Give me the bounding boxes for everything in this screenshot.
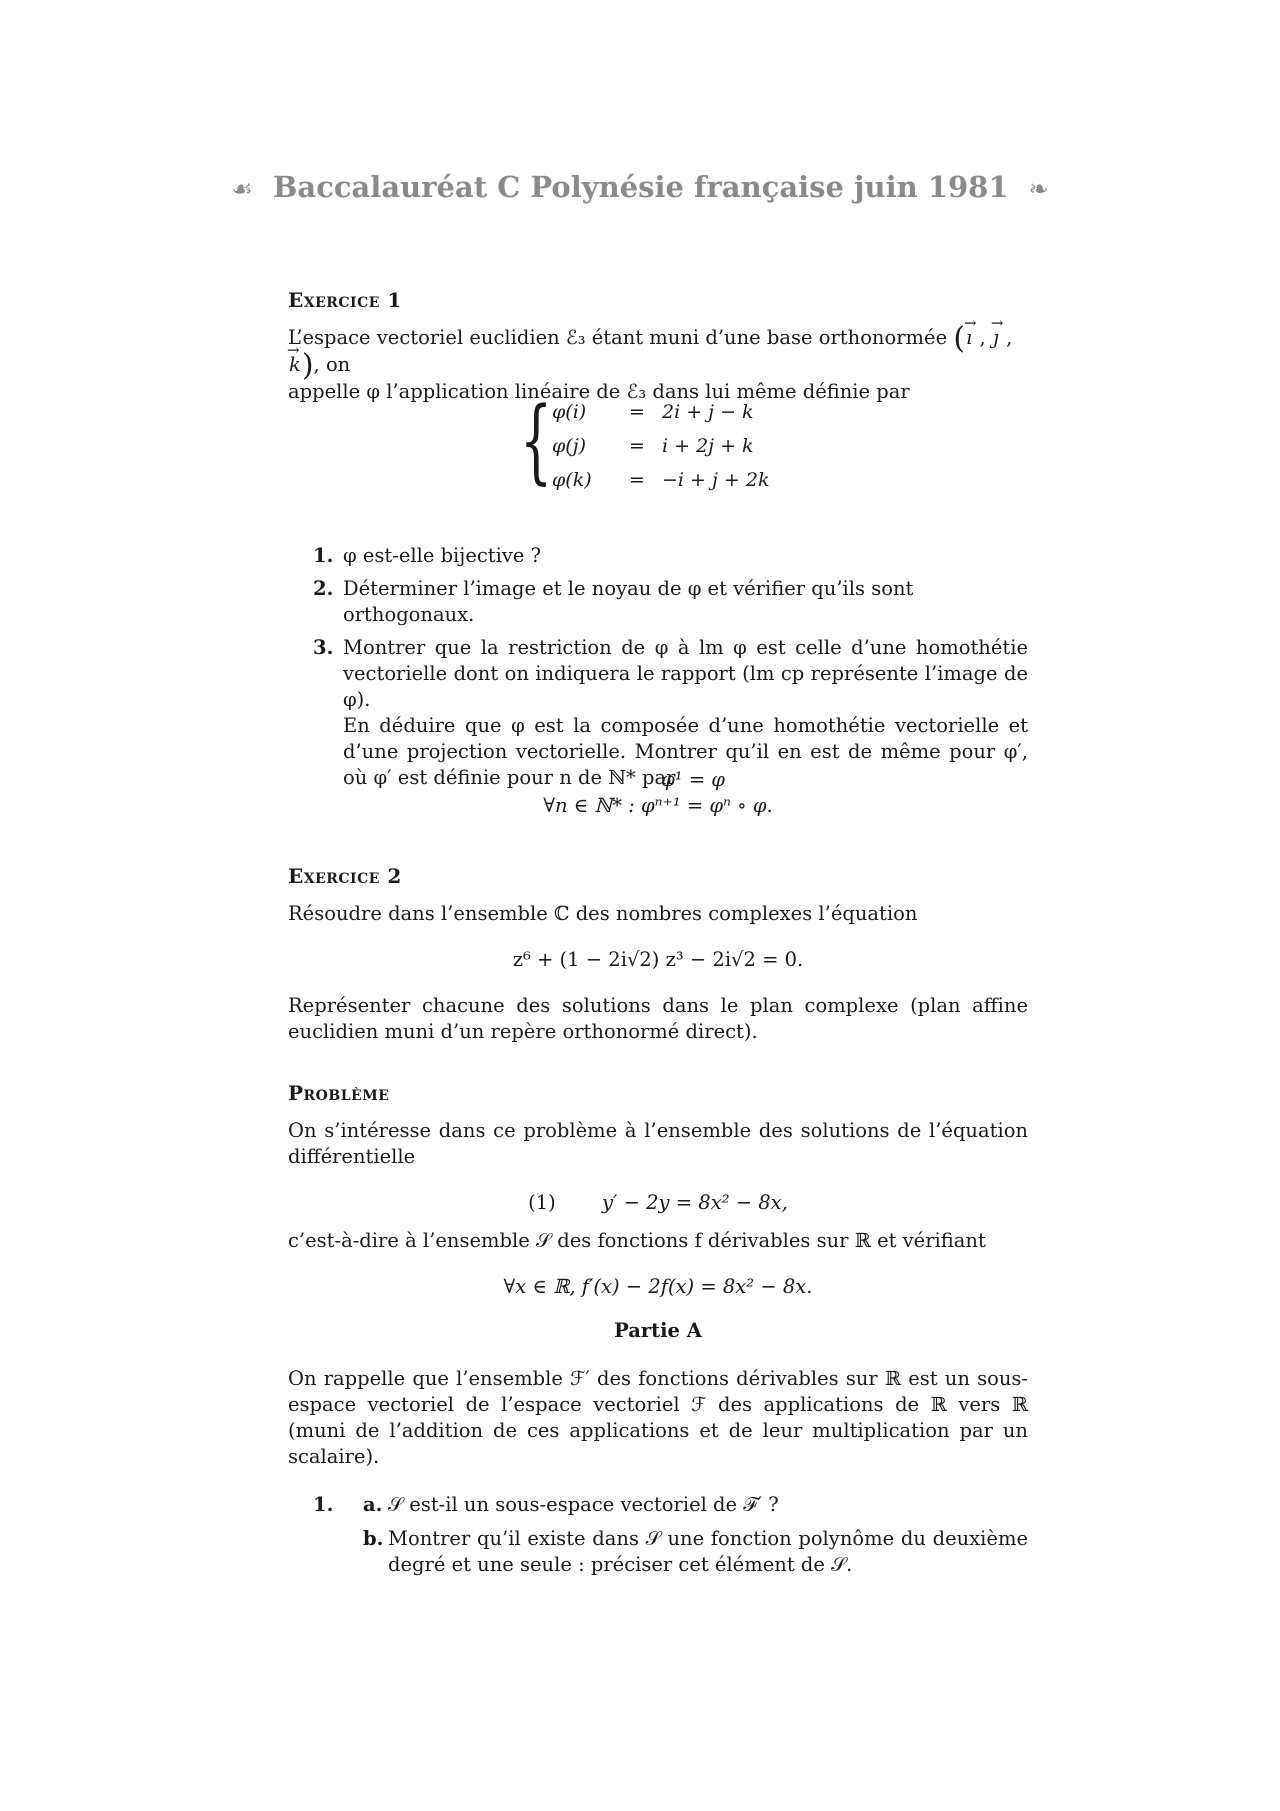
system-row-2: φ(j) = i + 2j + k <box>552 435 754 457</box>
exercice1-questions <box>288 543 1028 791</box>
exercice1-section <box>288 287 1028 313</box>
probleme-section <box>288 1080 1028 1578</box>
exercice1-intro <box>288 321 1028 405</box>
question-1: 1. φ est-elle bijective ? <box>313 544 542 567</box>
question-3: 3. Montrer que la restriction de φ à lm φ est celle d’une homothétie vectorielle dont on indiquera le rapport (lm cp représente l’image de φ). En déduire que φ est la composée d’une homothétie vectorielle et d’une projection vectorielle. Montrer qu’il en est de même pour φ′, où φ′ est définie pour n de ℕ* par <box>313 636 1028 789</box>
exercice1-heading: Exercice 1 <box>288 288 402 312</box>
question-list <box>288 543 1028 791</box>
diff-equation-2: ∀x ∈ ℝ, f′(x) − 2f(x) = 8x² − 8x. <box>503 1275 813 1298</box>
diff-equation: (1) y′ − 2y = 8x² − 8x, <box>528 1191 788 1214</box>
question-3-continuation: En déduire que φ est la composée d’une homothétie vectorielle et d’une projection vectorielle. Montrer qu’il en est de même pour φ′, où φ′ est définie pour n de ℕ* par <box>343 714 1028 789</box>
system-row-3: φ(k) = −i + j + 2k <box>552 469 770 491</box>
ornament-right-icon: ❧ <box>1028 175 1049 203</box>
phi-def-line2: ∀n ∈ ℕ* : φⁿ⁺¹ = φⁿ ∘ φ. <box>543 794 773 817</box>
exercice2-equation: z⁶ + (1 − 2i√2) z³ − 2i√2 = 0. <box>512 948 804 971</box>
exercice2-section <box>288 863 1028 1045</box>
partie-a-text: On rappelle que l’ensemble ℱ′ des fonctions dérivables sur ℝ est un sous-espace vectoriel de l’espace vectoriel ℱ des applications de ℝ vers ℝ (muni de l’addition de ces applications et de leur multiplication par un scalaire). <box>288 1367 1028 1468</box>
system-row-1: φ(i) = 2i + j − k <box>552 401 754 423</box>
probleme-heading: Problème <box>288 1081 390 1105</box>
question-1b: b. Montrer qu’il existe dans 𝒮 une fonction polynôme du deuxième degré et une seule : préciser cet élément de 𝒮. <box>363 1527 1028 1576</box>
ornament-left-icon: ☙ <box>231 175 253 203</box>
question-1a: 1. a. 𝒮 est-il un sous-espace vectoriel de ℱ′ ? <box>313 1493 779 1516</box>
exercice2-heading: Exercice 2 <box>288 864 402 888</box>
partie-a-heading: Partie A <box>614 1319 702 1342</box>
title-text: Baccalauréat C Polynésie française juin 1981 <box>272 170 1009 204</box>
exercice2-intro: Résoudre dans l’ensemble ℂ des nombres complexes l’équation <box>288 902 918 925</box>
exercice1-intro-line1: L’espace vectoriel euclidien ℰ₃ étant muni d’une base orthonormée (→ ı , → ȷ , → k), on <box>288 325 1028 379</box>
system-brace: { <box>520 387 553 494</box>
page-title <box>0 170 1280 204</box>
exercice1-intro-line2: appelle φ l’application linéaire de ℰ₃ dans lui même définie par <box>288 380 910 403</box>
exercice2-text: Représenter chacune des solutions dans le plan complexe (plan affine euclidien muni d’un repère orthonormé direct). <box>288 994 1028 1043</box>
probleme-text2: c’est-à-dire à l’ensemble 𝒮 des fonctions f dérivables sur ℝ et vérifiant <box>288 1229 986 1252</box>
probleme-intro: On s’intéresse dans ce problème à l’ensemble des solutions de l’équation différentielle <box>288 1119 1028 1168</box>
phi-def-line1: φ¹ = φ <box>661 768 725 791</box>
question-2: 2. Déterminer l’image et le noyau de φ et vérifier qu’ils sont orthogonaux. <box>313 577 914 626</box>
phi-definition <box>288 767 1028 819</box>
